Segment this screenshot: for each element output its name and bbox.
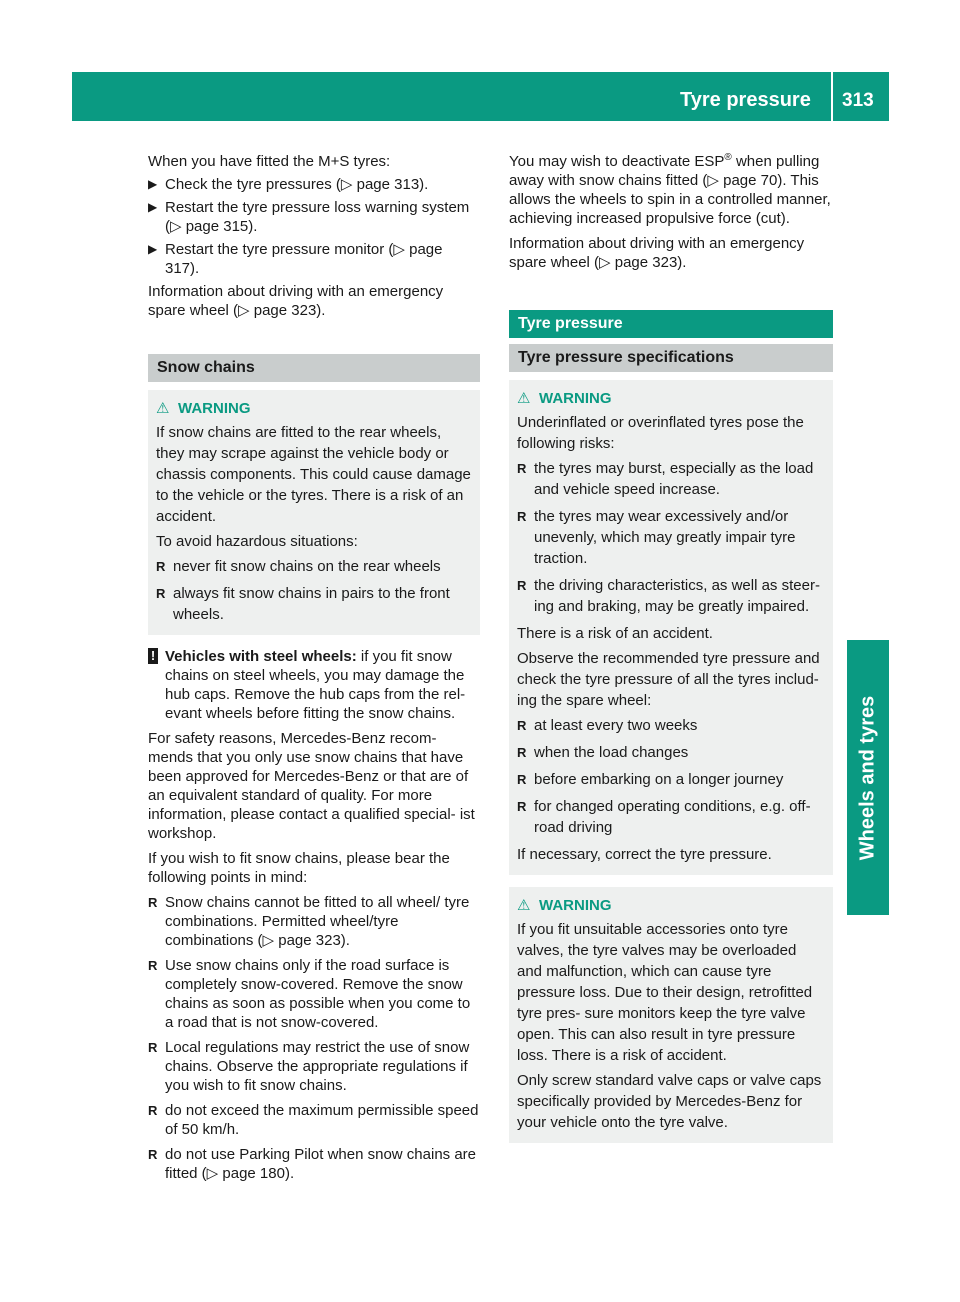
bullet-r-icon: R xyxy=(517,718,527,733)
list-item xyxy=(156,583,472,625)
note-steel-wheels xyxy=(148,647,480,723)
section-heading-tyre-pressure-specifications: Tyre pressure specifications xyxy=(509,344,833,372)
chapter-side-tab[interactable] xyxy=(847,640,889,915)
section-heading-snow-chains: Snow chains xyxy=(148,354,480,382)
list-item-text: when the load changes xyxy=(534,744,689,761)
warning-triangle-icon: ⚠ xyxy=(156,400,170,417)
page-number: 313 xyxy=(842,90,874,111)
bullet-r-icon: R xyxy=(148,958,158,973)
warning-label: WARNING xyxy=(178,400,251,417)
list-item xyxy=(517,575,825,617)
warning-avoid-text: To avoid hazardous situations: xyxy=(156,533,358,550)
intro-text: When you have fitted the M+S tyres: xyxy=(148,153,391,170)
list-item xyxy=(148,1101,480,1139)
warning-correct-text: If necessary, correct the tyre pressure. xyxy=(517,846,772,863)
list-item-text: Use snow chains only if the road surface is completely snow-covered. Remove the snow chains as soon as possible when you come to a road that is not snow-covered. xyxy=(165,957,471,1031)
info-text: Information about driving with an emergency spare wheel (▷ page 323). xyxy=(509,235,805,271)
info-text: Information about driving with an emergency spare wheel (▷ page 323). xyxy=(148,283,444,319)
bullet-r-icon: R xyxy=(148,895,158,910)
esp-text-post: when pulling away with snow chains fitted (▷ page 70). This allows the wheels to spin in a controlled manner, achieving increased propulsive force (cut). xyxy=(509,153,831,227)
warning-header xyxy=(517,388,825,408)
bullet-r-icon: R xyxy=(517,799,527,814)
right-column xyxy=(509,152,833,1143)
bullet-r-icon: R xyxy=(148,1103,158,1118)
list-item-text: Local regulations may restrict the use of snow chains. Observe the appropriate regulations if you wish to fit snow chains. xyxy=(165,1039,470,1094)
bullet-r-icon: R xyxy=(517,461,527,476)
warning-header xyxy=(156,398,472,418)
warning-box-snow-chains xyxy=(148,390,480,635)
list-item-text: do not exceed the maximum permissible speed of 50 km/h. xyxy=(165,1102,479,1138)
list-item xyxy=(517,458,825,500)
registered-mark: ® xyxy=(724,152,732,163)
step-text: Restart the tyre pressure monitor (▷ page 317). xyxy=(165,241,443,277)
warning-header xyxy=(517,895,825,915)
chapter-side-tab-label: Wheels and tyres xyxy=(856,695,879,860)
list-item-text: before embarking on a longer journey xyxy=(534,771,784,788)
safety-text: For safety reasons, Mercedes-Benz recom- mends that you only use snow chains that have been approved for Mercedes-Benz or that are of an equivalent standard of quality. For more information, please contact a qualified special- ist workshop. xyxy=(148,730,475,842)
bullet-r-icon: R xyxy=(517,745,527,760)
step-item xyxy=(148,198,480,236)
page-header-title: Tyre pressure xyxy=(680,89,811,111)
list-item xyxy=(517,796,825,838)
warning-text: If you fit unsuitable accessories onto tyre valves, the tyre valves may be overloaded and malfunction, which can cause tyre pressure loss. Due to their design, retrofitted tyre pres- sure monitors keep the tyre valve open. This can also result in tyre pressure loss. There is a risk of accident. xyxy=(517,921,813,1064)
warning-box-tyre-pressure xyxy=(509,380,833,875)
note-bold-text: Vehicles with steel wheels: xyxy=(165,648,357,665)
bullet-r-icon: R xyxy=(156,559,166,574)
left-column xyxy=(148,152,480,1189)
warning-risk-text: There is a risk of an accident. xyxy=(517,625,713,642)
warning-text: If snow chains are fitted to the rear wheels, they may scrape against the vehicle body or chassis components. This could cause damage to the vehicle or the tyres. There is a risk of an accident. xyxy=(156,424,471,525)
bullet-r-icon: R xyxy=(517,772,527,787)
section-heading-tyre-pressure: Tyre pressure xyxy=(509,310,833,338)
exclamation-icon: ! xyxy=(148,648,158,664)
list-item xyxy=(156,556,472,577)
arrow-right-icon: ▶ xyxy=(148,177,158,191)
bullet-r-icon: R xyxy=(517,509,527,524)
warning-text: Underinflated or overinflated tyres pose the following risks: xyxy=(517,414,804,452)
header-divider xyxy=(831,72,833,121)
list-item-text: Snow chains cannot be fitted to all wheel/ tyre combinations. Permitted wheel/tyre combinations (▷ page 323). xyxy=(165,894,470,949)
list-item-text: always fit snow chains in pairs to the front wheels. xyxy=(173,585,450,623)
bullet-r-icon: R xyxy=(517,578,527,593)
list-item xyxy=(517,715,825,736)
warning-box-tyre-valves xyxy=(509,887,833,1143)
bullet-r-icon: R xyxy=(156,586,166,601)
warning-triangle-icon: ⚠ xyxy=(517,390,531,407)
step-item xyxy=(148,240,480,278)
list-item-text: never fit snow chains on the rear wheels xyxy=(173,558,441,575)
list-item xyxy=(517,769,825,790)
list-item-text: the tyres may burst, especially as the load and vehicle speed increase. xyxy=(534,460,814,498)
arrow-right-icon: ▶ xyxy=(148,200,158,214)
list-item xyxy=(148,1145,480,1183)
arrow-right-icon: ▶ xyxy=(148,242,158,256)
bullet-r-icon: R xyxy=(148,1040,158,1055)
list-item-text: the driving characteristics, as well as steer- ing and braking, may be greatly impaired. xyxy=(534,577,820,615)
esp-text xyxy=(509,152,833,228)
step-text: Restart the tyre pressure loss warning system (▷ page 315). xyxy=(165,199,470,235)
list-item xyxy=(517,506,825,569)
wish-text: If you wish to fit snow chains, please bear the following points in mind: xyxy=(148,850,450,886)
warning-only-text: Only screw standard valve caps or valve caps specifically provided by Mercedes-Benz for your vehicle onto the tyre valve. xyxy=(517,1072,822,1131)
esp-text-pre: You may wish to deactivate ESP xyxy=(509,153,725,170)
bullet-r-icon: R xyxy=(148,1147,158,1162)
step-item xyxy=(148,175,480,194)
step-text: Check the tyre pressures (▷ page 313). xyxy=(165,176,429,193)
note-text: if you fit snow chains on steel wheels, you may damage the hub caps. Remove the hub caps from the rel- evant wheels before fitting the snow chains. xyxy=(165,648,466,722)
list-item-text: for changed operating conditions, e.g. off- road driving xyxy=(534,798,811,836)
warning-label: WARNING xyxy=(539,390,612,407)
list-item-text: do not use Parking Pilot when snow chains are fitted (▷ page 180). xyxy=(165,1146,477,1182)
warning-triangle-icon: ⚠ xyxy=(517,897,531,914)
warning-observe-text: Observe the recommended tyre pressure and check the tyre pressure of all the tyres includ- ing the spare wheel: xyxy=(517,650,820,709)
warning-label: WARNING xyxy=(539,897,612,914)
list-item xyxy=(517,742,825,763)
list-item-text: at least every two weeks xyxy=(534,717,698,734)
list-item-text: the tyres may wear excessively and/or unevenly, which may greatly impair tyre traction. xyxy=(534,508,796,567)
list-item xyxy=(148,1038,480,1095)
list-item xyxy=(148,893,480,950)
list-item xyxy=(148,956,480,1032)
